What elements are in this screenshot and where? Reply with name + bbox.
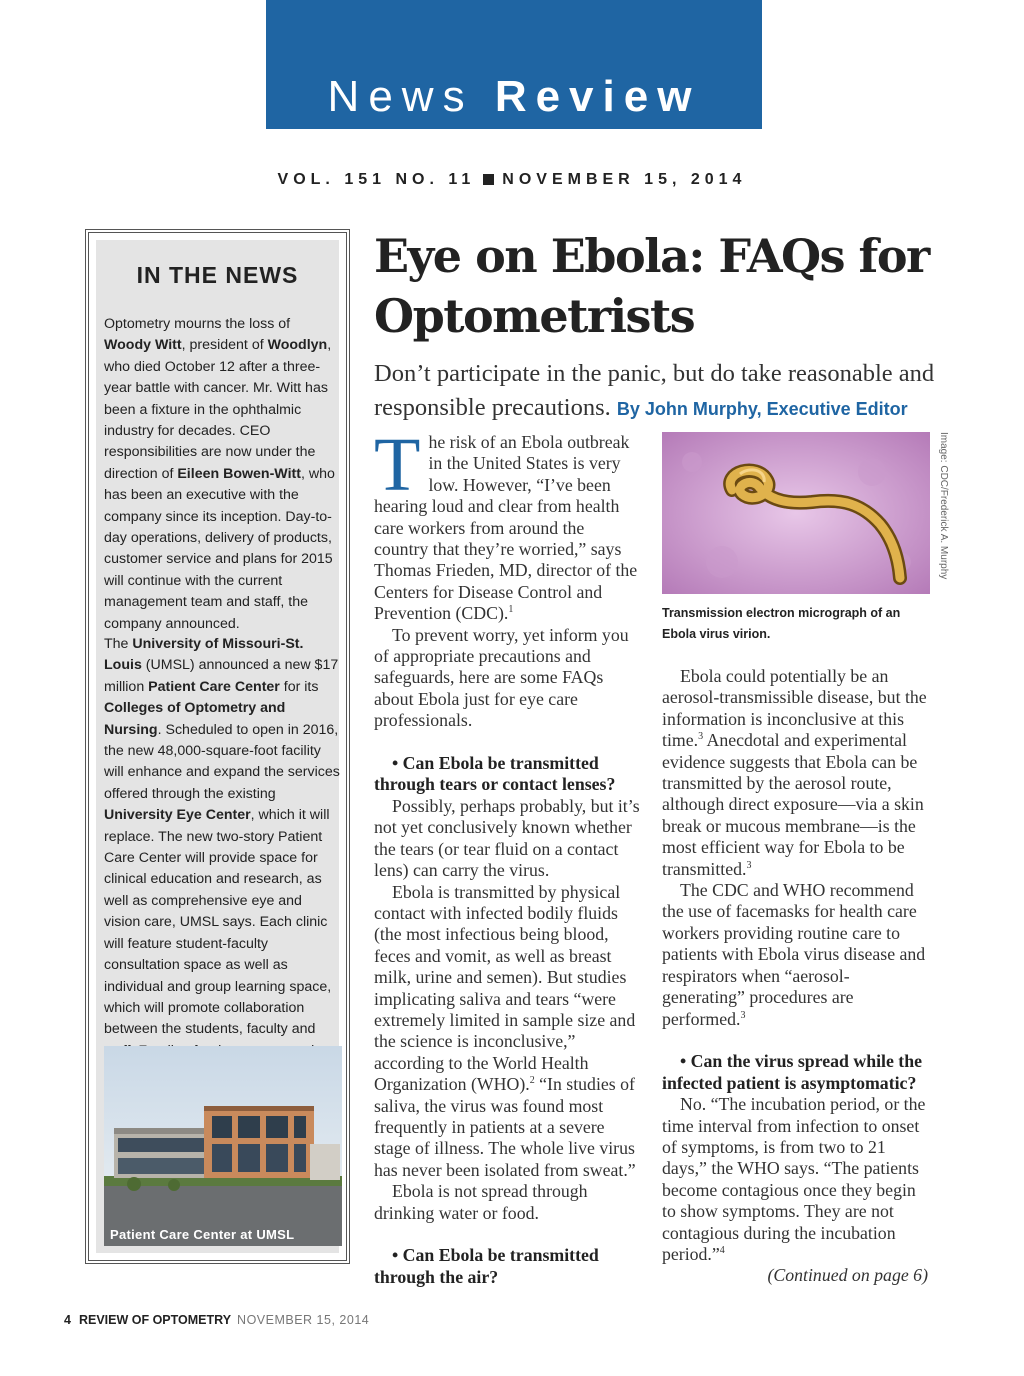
news-item-umsl: The University of Missouri-St. Louis (UMSL) announced a new $17 million Patient Care Center for its Colleges of Optometry and Nursing. Scheduled to open in 2016, the new 48,000-square-foot facility will enhance and expand the services offered through the existing University Eye Center, which it will replace. The new two-story Patient Care Center will provide space for clinical education and research, as well as comprehensive eye and vision care, UMSL says. Each clinic will feature student-faculty consultation space as well as individual and group learning space, which will promote collaboration between the students, faculty and — [104, 636, 340, 1038]
article-column-2 — [662, 666, 928, 1287]
separator-square-icon — [483, 174, 494, 185]
article-deck — [374, 357, 954, 426]
paragraph: Ebola could potentially be an aerosol-transmissible disease, but the information is inconclusive at this time.$^3$ Anecdotal and experimental evidence suggests that Ebola can be transmitted by the aerosol route, although direct exposure—via a skin break or mucous membrane—is the most efficient way for Ebola to be transmitted.$^3$ — [662, 666, 927, 879]
paragraph: Ebola is not spread through drinking water or food. — [374, 1181, 588, 1223]
deck-text: Don’t participate in the panic, but do take reasonable and responsible precautions. — [374, 360, 935, 421]
issue-line — [0, 171, 1024, 189]
faq-question-air: • Can Ebola be transmitted through the air? — [374, 1245, 599, 1287]
drop-cap: T — [374, 423, 421, 507]
section-title-bold: Review — [494, 72, 701, 121]
section-banner — [266, 0, 762, 129]
magazine-name: REVIEW OF OPTOMETRY — [78, 1313, 232, 1327]
ebola-micrograph — [662, 432, 930, 594]
image-caption: Transmission electron micrograph of an Ebola virus virion. — [662, 606, 901, 641]
in-the-news-sidebar — [85, 229, 350, 1264]
continued-link[interactable]: (Continued on page 6) — [767, 1265, 928, 1286]
photo-caption: Patient Care Center at UMSL — [110, 1227, 295, 1242]
byline: By John Murphy, Executive Editor — [616, 399, 908, 419]
paragraph: The CDC and WHO recommend the use of facemasks for health care workers providing routine care to patients with Ebola virus disease and respirators when “aerosol-generating” procedures are performed.$^3$ — [662, 880, 926, 1029]
intro-paragraph: The risk of an Ebola outbreak in the United States is very low. However, “I’ve been hearing loud and clear from health care workers from around the country that they’re worried,” says Thomas Frieden, MD, director of the Centers for Disease Control and Prevention (CDC).$^1$ — [374, 423, 638, 624]
patient-care-center-photo — [104, 1046, 342, 1246]
paragraph: To prevent worry, yet inform you of appropriate precautions and safeguards, here are some FAQs about Ebola just for eye care professionals. — [374, 624, 629, 731]
faq-question-asymptomatic: • Can the virus spread while the infected patient is asymptomatic? — [662, 1051, 923, 1093]
sidebar-heading: IN THE NEWS — [136, 262, 299, 288]
faq-question-tears: • Can Ebola be transmitted through tears or contact lenses? — [374, 753, 616, 795]
sidebar-panel — [96, 240, 339, 1253]
paragraph: Ebola is transmitted by physical contact with infected bodily fluids (the most infectious being blood, feces and vomit, as well as breast milk, urine and semen). But studies implicating saliva and tears “were extremely limited in sample size and the science is inconclusive,” according to the World Health Organization (WHO).$^2$ “In studies of saliva, the virus was found most frequently in patients at a severe stage of illness. The whole live virus has never been isolated from sweat.” — [374, 881, 636, 1180]
paragraph: No. “The incubation period, or the time interval from infection to onset of symptoms, is from two to 21 days,” the WHO says. “The patients become contagious once they begin to show symptoms. They are not contagious during the incubation period.”$^4$ — [662, 1094, 926, 1264]
paragraph: Possibly, perhaps probably, but it’s not yet conclusively known whether the tears (or tear fluid on a contact lens) can carry the virus. — [374, 795, 640, 881]
image-credit: Image: CDC/Frederick A. Murphy — [938, 432, 949, 580]
article-column-1 — [374, 423, 640, 1288]
footer-date: NOVEMBER 15, 2014 — [237, 1313, 370, 1327]
article-headline: Eye on Ebola: FAQs for Optometrists — [374, 229, 929, 343]
news-item-woodlyn: Optometry mourns the loss of Woody Witt, president of Woodlyn, who died October 12 after a three-year battle with cancer. Mr. Witt has been a fixture in the ophthalmic industry for decades. CEO responsibilities are now under the direction of Eileen Bowen-Witt, who has been an executive with the company since its inception. Day-to-day operations, delivery of products, customer service and plans for 2015 will continue with the current management team and staff, the company announced. — [104, 316, 335, 632]
issue-date: NOVEMBER 15, 2014 — [502, 171, 747, 188]
page-number: 4 — [64, 1313, 71, 1327]
building-illustration — [104, 1046, 342, 1246]
issue-volume: VOL. 151 NO. 11 — [277, 171, 476, 188]
page-footer — [64, 1313, 369, 1327]
section-title — [266, 72, 762, 122]
ebola-virion-illustration — [662, 432, 930, 594]
section-title-light: News — [327, 72, 474, 121]
